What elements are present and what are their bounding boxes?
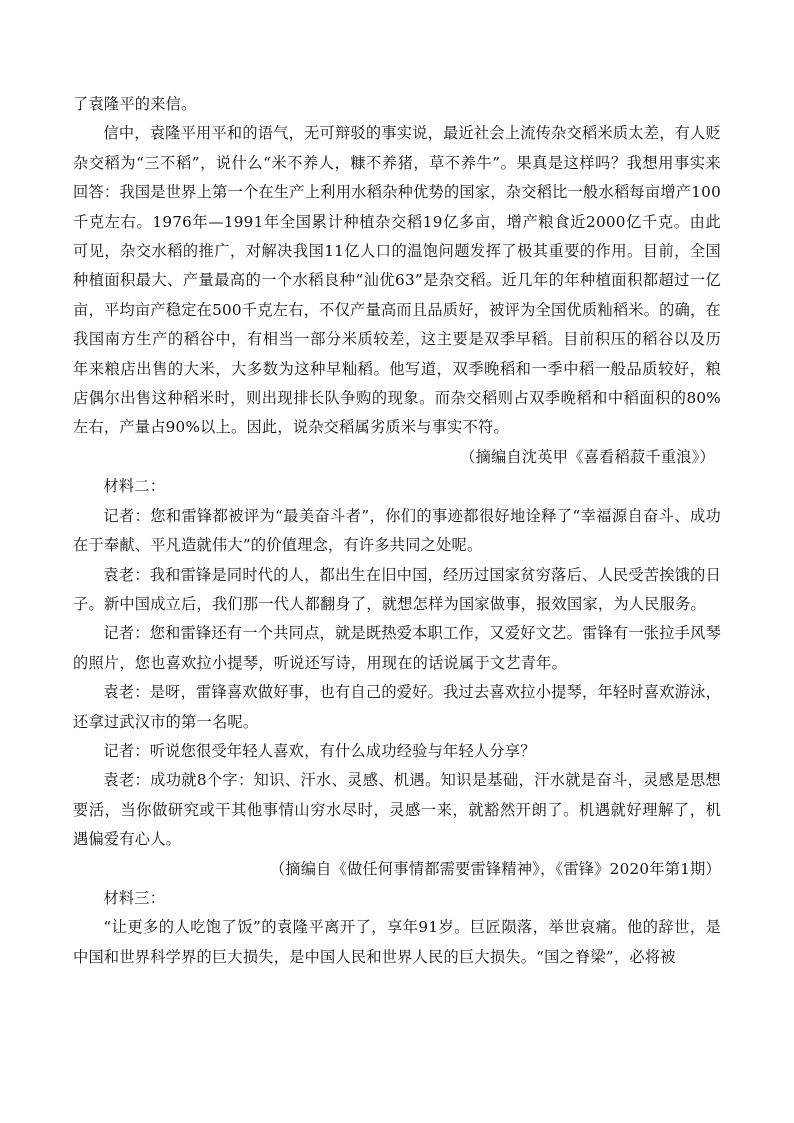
- interview-line-yuan-2: 袁老：是呀，雷锋喜欢做好事，也有自己的爱好。我过去喜欢拉小提琴，年轻时喜欢游泳，还拿过武汉市的第一名呢。: [73, 683, 721, 731]
- paragraph-material-three: “让更多的人吃饱了饭”的袁隆平离开了，享年91岁。巨匠陨落，举世哀痛。他的辞世，是中国和世界科学界的巨大损失，是中国人民和世界人民的巨大损失。“国之脊梁”，必将被: [73, 918, 721, 966]
- interview-line-yuan-3: 袁老：成功就8个字：知识、汗水、灵感、机遇。知识是基础，汗水就是奋斗，灵感是思想要活，当你做研究或干其他事情山穷水尽时，灵感一来，就豁然开朗了。机遇就好理解了，机遇偏爱有心人。: [73, 771, 721, 849]
- source-citation-two: （摘编自《做任何事情都需要雷锋精神》，《雷锋》2020年第1期）: [269, 859, 721, 878]
- material-two-heading: 材料二：: [103, 477, 166, 496]
- source-citation-one: （摘编自沈英甲《喜看稻菽千重浪》）: [460, 447, 715, 466]
- material-three-heading: 材料三：: [103, 888, 166, 907]
- interview-line-reporter-2: 记者：您和雷锋还有一个共同点，就是既热爱本职工作，又爱好文艺。雷锋有一张拉手风琴的照片，您也喜欢拉小提琴，听说还写诗，用现在的话说属于文艺青年。: [73, 624, 721, 672]
- interview-line-reporter-1: 记者：您和雷锋都被评为“最美奋斗者”，你们的事迹都很好地诠释了“幸福源自奋斗、成功在于奉献、平凡造就伟大”的价值理念，有许多共同之处呢。: [73, 506, 721, 555]
- interview-line-yuan-1: 袁老：我和雷锋是同时代的人，都出生在旧中国，经历过国家贫穷落后、人民受苦挨饿的日子。新中国成立后，我们那一代人都翻身了，就想怎样为国家做事，报效国家，为人民服务。: [73, 565, 721, 613]
- paragraph-continuation: 了袁隆平的来信。: [73, 95, 197, 113]
- document-body: [73, 90, 721, 972]
- interview-line-reporter-3: 记者：听说您很受年轻人喜欢，有什么成功经验与年轻人分享？: [103, 741, 536, 760]
- paragraph-material-one: 信中，袁隆平用平和的语气，无可辩驳的事实说，最近社会上流传杂交稻米质太差，有人贬杂交稻为“三不稻”，说什么“米不养人，糠不养猪，草不养牛”。果真是这样吗？我想用事实来回答：我国是世界上第一个在生产上利用水稻杂种优势的国家，杂交稻比一般水稻每亩增产100千克左右。1976年—1991年全国累计种植杂交稻19亿多亩，增产粮食近2000亿千克。由此可见，杂交水稻的推广，对解决我国11亿人口的温饱问题发挥了极其重要的作用。目前，全国种植面积最大、产量最高的一个水稻良种“汕优63”是杂交稻。近几年的年种植面积都超过一亿亩，平均亩产稳定在500千克左右，不仅产量高而且品质好，被评为全国优质籼稻米。的确，在我国南方生产的稻谷中，有相当一部分米质较差，这主要是双季早稻。目前积压的稻谷以及历年来粮店出售的大米，大多数为这种早籼稻。他写道，双季晚稻和一季中稻一般品质较好，粮店偶尔出售这种稻米时，则出现排长队争购的现象。而杂交稻则占双季晚稻和中稻面积的80%左右，产量占90%以上。因此，说杂交稻属劣质米与事实不符。: [73, 124, 721, 437]
